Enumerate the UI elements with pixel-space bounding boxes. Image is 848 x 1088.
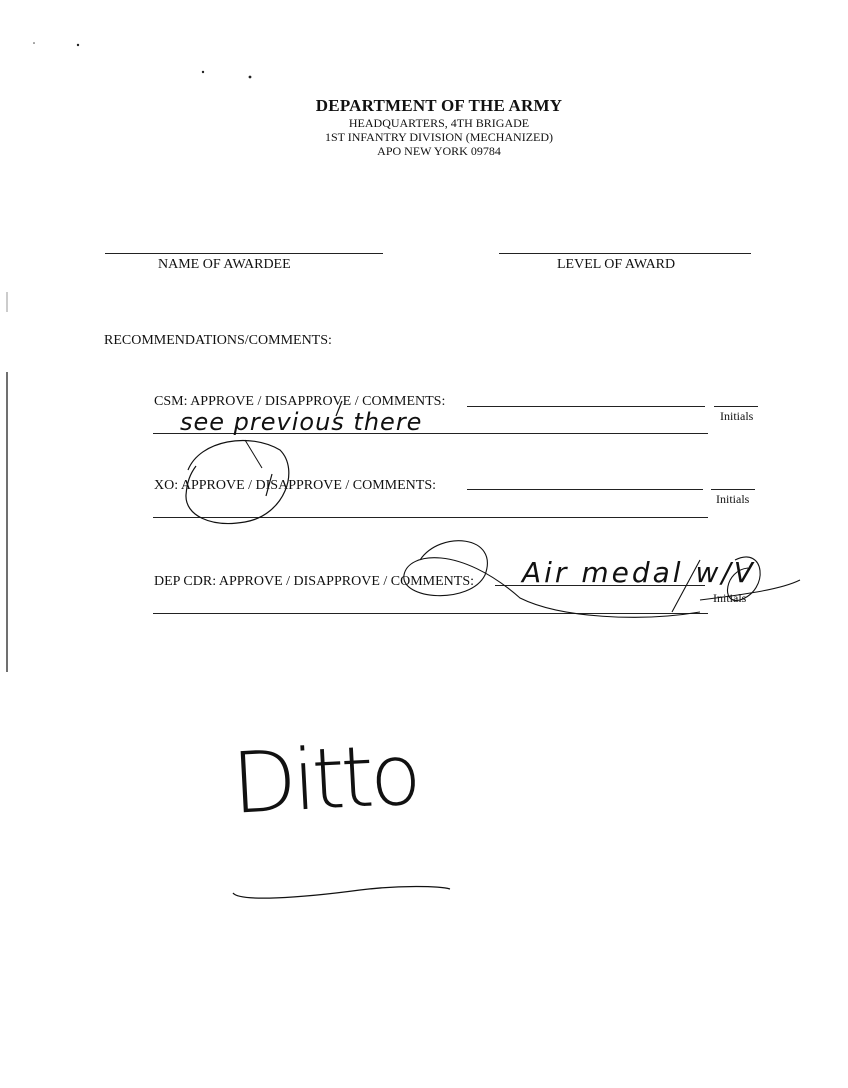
dep-cdr-handwritten-comment: Air medal w/V (522, 556, 756, 589)
handwritten-ditto-note: Ditto (229, 725, 420, 833)
csm-handwritten-comment: see previous there (180, 408, 423, 436)
xo-initials-label: Initials (716, 492, 750, 506)
award-level-label: LEVEL OF AWARD (557, 257, 676, 272)
awardee-name-label: NAME OF AWARDEE (158, 257, 291, 272)
letterhead-address: APO NEW YORK 09784 (377, 144, 501, 158)
xo-review-label: XO: APPROVE / DISAPPROVE / COMMENTS: (154, 478, 436, 493)
csm-review-label: CSM: APPROVE / DISAPPROVE / COMMENTS: (154, 394, 446, 409)
csm-initials-label: Initials (720, 409, 754, 423)
xo-slash-mark (266, 474, 272, 496)
letterhead-division: 1ST INFANTRY DIVISION (MECHANIZED) (324, 130, 554, 144)
letterhead-unit: HEADQUARTERS, 4TH BRIGADE (348, 116, 530, 130)
dep-cdr-swoosh-mark (700, 580, 800, 600)
dep-cdr-review-label: DEP CDR: APPROVE / DISAPPROVE / COMMENTS: (154, 574, 474, 589)
ditto-underline-mark (233, 887, 450, 899)
xo-approve-tick-mark (245, 440, 262, 468)
dep-cdr-initials-mark (672, 557, 760, 612)
letterhead-title: DEPARTMENT OF THE ARMY (315, 96, 563, 115)
dep-cdr-comments-loop (404, 541, 700, 618)
xo-approve-circle-mark (186, 440, 289, 523)
dep-cdr-initials-label: Initials (713, 591, 747, 605)
csm-slash-mark (336, 401, 342, 416)
recommendations-label: RECOMMENDATIONS/COMMENTS: (104, 333, 332, 348)
